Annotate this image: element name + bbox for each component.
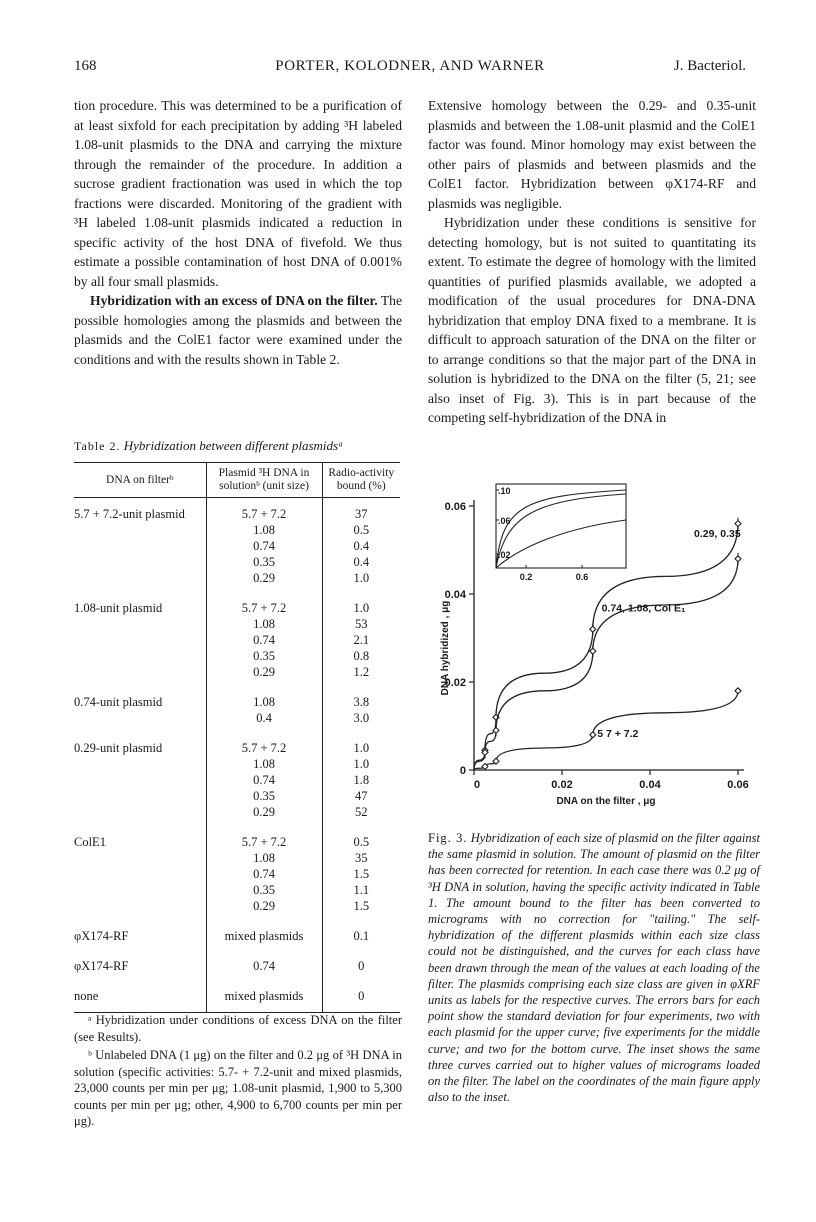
filter-cell (74, 616, 206, 632)
solution-cell: 0.74 (206, 944, 322, 974)
solution-cell: 0.4 (206, 710, 322, 726)
data-point (735, 556, 741, 562)
solution-cell: 1.08 (206, 680, 322, 710)
series-label: 5 7 + 7.2 (597, 728, 639, 740)
header-cell: Radio-activity bound (%) (322, 463, 400, 498)
filter-cell: φX174-RF (74, 959, 129, 973)
bound-cell: 2.1 (322, 632, 400, 648)
inset-x-tick-label: 0.2 (519, 572, 533, 582)
filter-cell (74, 710, 206, 726)
inset-y-tick-label: .06 (498, 516, 511, 526)
solution-cell: 0.74 (206, 538, 322, 554)
solution-cell: 5.7 + 7.2 (206, 586, 322, 616)
filter-cell (74, 632, 206, 648)
bound-cell: 1.0 (322, 756, 400, 772)
table-title: Hybridization between different plasmidsᵃ (120, 438, 344, 453)
x-tick-label: 0 (474, 779, 481, 791)
data-point (735, 521, 741, 527)
figure-3 (428, 478, 768, 808)
bound-cell: 1.0 (322, 586, 400, 616)
hybridization-table (74, 462, 400, 1013)
table-row (74, 756, 400, 772)
table-row (74, 804, 400, 820)
solution-cell: 0.29 (206, 664, 322, 680)
table-footnotes (74, 1012, 402, 1132)
filter-cell (74, 772, 206, 788)
data-point (590, 648, 596, 654)
bound-cell: 47 (322, 788, 400, 804)
table-row (74, 898, 400, 914)
bound-cell: 0 (322, 974, 400, 1013)
series-label: 0.29, 0.35 (694, 527, 741, 540)
section-heading: Hybridization with an excess of DNA on the filter. (90, 293, 378, 308)
figure-caption (428, 830, 760, 1105)
table-row (74, 788, 400, 804)
solution-cell: 0.29 (206, 898, 322, 914)
bound-cell: 0.1 (322, 914, 400, 944)
journal-name: J. Bacteriol. (673, 58, 746, 74)
figure-caption-text: Hybridization of each size of plasmid on the filter against the same plasmid in solution. The amount of plasmid on the filter has been corrected for retention. In each case there was 0.2 μg of ³H DNA in solution, having the specific activity indicated in Table 1. The amount bound to the filter has been converted to micrograms with no correction for "tailing." The self-hybridization of the different plasmids within each size class could not be distinguished, and the curves for each class have been drawn through the mean of the values at each loading of the filter. The plasmids comprising each size class are given in φXRF units as labels for the respective curves. The errors bars for each point show the standard deviation for four experiments, two with each plasmid for the upper curve; five experiments for the middle curve; and two for the bottom curve. The inset shows the same three curves carried out to higher values of micrograms loaded on the filter. The label on the coordinates of the main figure apply also to the inset. (428, 831, 760, 1105)
bound-cell: 52 (322, 804, 400, 820)
filter-cell (74, 648, 206, 664)
footnote: ᵃ Hybridization under conditions of excess DNA on the filter (see Results). (74, 1013, 402, 1044)
inset-y-tick-label: .10 (498, 486, 511, 496)
bound-cell: 1.0 (322, 570, 400, 586)
table-row (74, 772, 400, 788)
inset-x-tick-label: 0.6 (575, 572, 589, 582)
data-point (590, 732, 596, 738)
solution-cell: 0.74 (206, 866, 322, 882)
figure-label: Fig. 3. (428, 831, 468, 845)
solution-cell: 1.08 (206, 522, 322, 538)
x-tick-label: 0.06 (727, 779, 749, 791)
bound-cell: 37 (322, 498, 400, 523)
paragraph: tion procedure. This was determined to be a purification of at least sixfold for each precipitation by adding ³H labeled 1.08-unit plasmids to the DNA and carrying the mixture through the remainder of the procedure. In addition a sucrose gradient fractionation was used in which the top fractions were discarded. Monitoring of the gradient with ³H labeled 1.08-unit plasmids indicated a reduction in specific activity of the host DNA of fivefold. We thus estimate a possible contamination of host DNA of 0.001% by all four small plasmids. (74, 98, 402, 289)
hybridization-chart (428, 478, 768, 808)
paragraph (74, 291, 402, 369)
table-row (74, 498, 400, 523)
header-cell: Plasmid ³H DNA in solutionᵇ (unit size) (206, 463, 322, 498)
solution-cell: 0.29 (206, 570, 322, 586)
solution-cell: mixed plasmids (206, 914, 322, 944)
paragraph: Hybridization under these conditions is sensitive for detecting homology, but is not suited to quantitating its extent. To estimate the degree of homology with the limited quantities of purified plasmids available, we adopted a modification of the usual procedures for DNA-DNA hybridization that employ DNA fixed to a membrane. It is difficult to approach saturation of the DNA on the filter or to arrange conditions so that the major part of the DNA in solution is hybridized to the DNA on the filter (5, 21; see also inset of Fig. 3). This is in part because of the competing self-hybridization of the DNA in (428, 215, 756, 425)
table-row (74, 974, 400, 1013)
filter-cell (74, 804, 206, 820)
bound-cell: 1.0 (322, 726, 400, 756)
footnote: ᵇ Unlabeled DNA (1 μg) on the filter and 0.2 μg of ³H DNA in solution (specific activities: 5.7- + 7.2-unit and mixed plasmids, 23,000 counts per min per μg; 1.08-unit plasmid, 1,900 to 5,300 counts per min per μg; other, 4,900 to 6,700 counts per min per μg). (74, 1048, 402, 1128)
data-point (590, 626, 596, 632)
table-row (74, 914, 400, 944)
inset-y-tick-label: .02 (498, 550, 511, 560)
header-cell: DNA on filterᵇ (74, 463, 206, 498)
x-tick-label: 0.04 (639, 779, 661, 791)
y-tick-label: 0 (459, 765, 466, 777)
table-row (74, 522, 400, 538)
filter-cell: 0.74-unit plasmid (74, 695, 163, 709)
running-header (74, 58, 746, 80)
page-number: 168 (74, 58, 97, 74)
filter-cell: ColE1 (74, 835, 106, 849)
table-row (74, 586, 400, 616)
y-tick-label: 0.06 (444, 501, 466, 513)
bound-cell: 0.8 (322, 648, 400, 664)
bound-cell: 1.5 (322, 866, 400, 882)
paragraph-text: The possible homologies among the plasmids and between the plasmids and the ColE1 factor were examined under the conditions and with the results shown in Table 2. (74, 293, 402, 367)
table-row (74, 648, 400, 664)
filter-cell (74, 756, 206, 772)
table-row (74, 664, 400, 680)
bound-cell: 0.5 (322, 522, 400, 538)
y-tick-label: 0.02 (444, 677, 466, 689)
y-axis-label: DNA hybridized , μg (440, 600, 451, 696)
filter-cell (74, 554, 206, 570)
solution-cell: 5.7 + 7.2 (206, 726, 322, 756)
bound-cell: 0.4 (322, 538, 400, 554)
filter-cell (74, 570, 206, 586)
filter-cell (74, 522, 206, 538)
x-axis-label: DNA on the filter , μg (556, 796, 656, 807)
solution-cell: 1.08 (206, 850, 322, 866)
solution-cell: 5.7 + 7.2 (206, 498, 322, 523)
filter-cell (74, 788, 206, 804)
table-row (74, 882, 400, 898)
table-row (74, 538, 400, 554)
bound-cell: 0.5 (322, 820, 400, 850)
bound-cell: 53 (322, 616, 400, 632)
bound-cell: 1.2 (322, 664, 400, 680)
filter-cell (74, 866, 206, 882)
bound-cell: 0.4 (322, 554, 400, 570)
solution-cell: 0.74 (206, 772, 322, 788)
y-tick-label: 0.04 (444, 589, 466, 601)
bound-cell: 0 (322, 944, 400, 974)
solution-cell: 0.74 (206, 632, 322, 648)
filter-cell (74, 538, 206, 554)
data-point (493, 727, 499, 733)
table-header-row (74, 463, 400, 498)
left-column (74, 96, 402, 369)
filter-cell: none (74, 974, 206, 1013)
table-row (74, 866, 400, 882)
bound-cell: 1.8 (322, 772, 400, 788)
table-row (74, 710, 400, 726)
running-authors: PORTER, KOLODNER, AND WARNER (275, 58, 545, 74)
x-tick-label: 0.02 (551, 779, 573, 791)
table-label: Table 2. (74, 439, 121, 453)
solution-cell: 0.29 (206, 804, 322, 820)
filter-cell: φX174-RF (74, 929, 129, 943)
table-row (74, 726, 400, 756)
series-label: 0.74, 1.08, Col E₁ (601, 602, 686, 615)
bound-cell: 3.0 (322, 710, 400, 726)
table-row (74, 570, 400, 586)
filter-cell (74, 898, 206, 914)
data-point (735, 688, 741, 694)
bound-cell: 35 (322, 850, 400, 866)
table-row (74, 554, 400, 570)
table-row (74, 680, 400, 710)
solution-cell: 0.35 (206, 882, 322, 898)
filter-cell: 1.08-unit plasmid (74, 601, 163, 615)
solution-cell: 1.08 (206, 756, 322, 772)
bound-cell: 3.8 (322, 680, 400, 710)
table-row (74, 632, 400, 648)
table-caption (74, 438, 343, 454)
solution-cell: 0.35 (206, 554, 322, 570)
filter-cell (74, 882, 206, 898)
solution-cell: mixed plasmids (206, 974, 322, 1013)
right-column (428, 96, 756, 428)
table-row (74, 944, 400, 974)
solution-cell: 0.35 (206, 648, 322, 664)
solution-cell: 5.7 + 7.2 (206, 820, 322, 850)
filter-cell: 0.29-unit plasmid (74, 741, 163, 755)
table-row (74, 616, 400, 632)
filter-cell (74, 850, 206, 866)
solution-cell: 1.08 (206, 616, 322, 632)
solution-cell: 0.35 (206, 788, 322, 804)
bound-cell: 1.5 (322, 898, 400, 914)
paragraph: Extensive homology between the 0.29- and 0.35-unit plasmids and between the 1.08-unit plasmid and the ColE1 factor was found. Minor homology may exist between the other pairs of plasmids and between plasmids and the ColE1 factor. Hybridization between φX174-RF and plasmids was negligible. (428, 98, 756, 211)
table-row (74, 820, 400, 850)
filter-cell: 5.7 + 7.2-unit plasmid (74, 507, 185, 521)
table-row (74, 850, 400, 866)
bound-cell: 1.1 (322, 882, 400, 898)
filter-cell (74, 664, 206, 680)
